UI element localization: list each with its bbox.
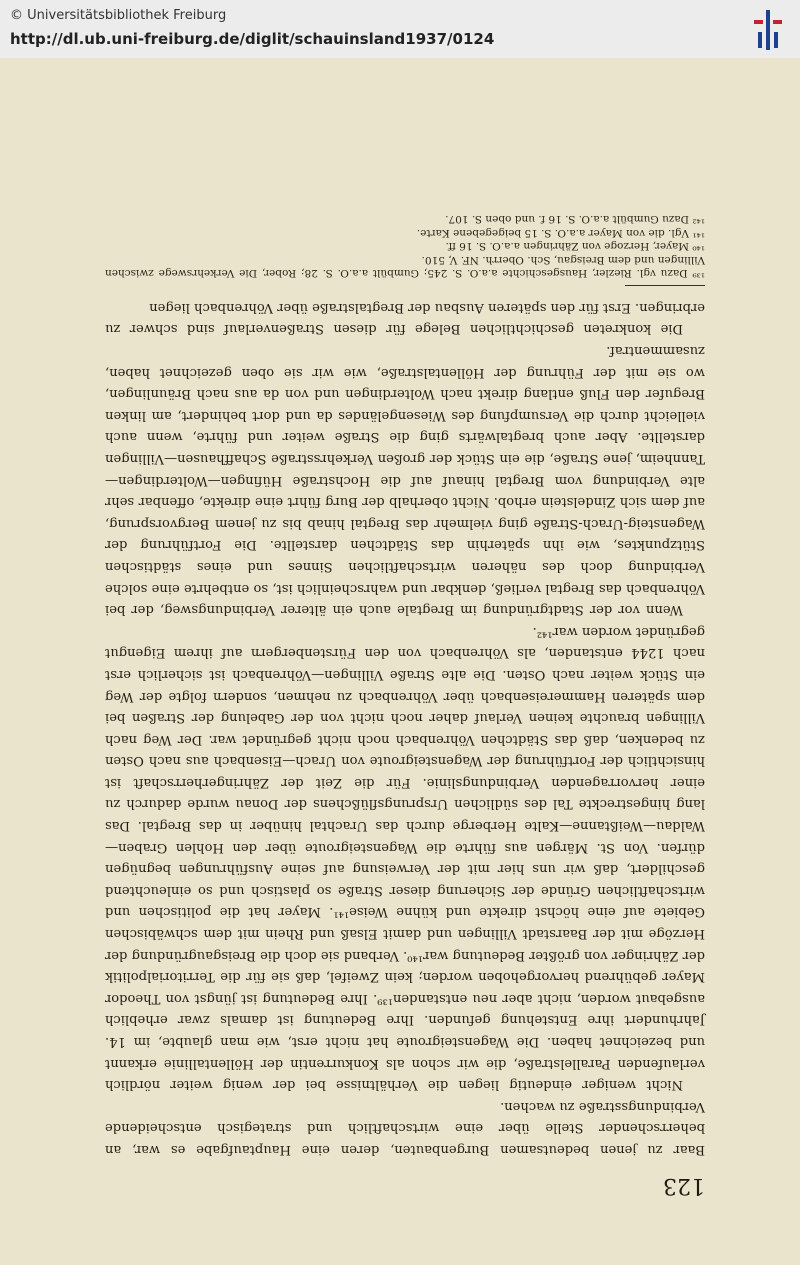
paragraph: Baar zu jenen bedeutsamen Burgenbauten, deren eine Hauptaufgabe es war, an beherrschender Stelle über eine wirtschaftlich und strategisch entscheidende Verbindungsstraße zu wachen. xyxy=(105,1098,705,1157)
footnote: ¹⁴¹ Vgl. die von Mayer a.a.O. S. 15 beigegebene Karte. xyxy=(416,226,705,239)
copyright-text: © Universitätsbibliothek Freiburg xyxy=(10,8,227,23)
paragraph: Die konkreten geschichtlichen Belege für diesen Straßenverlauf sind schwer zu erbringen. Erst für den späteren Ausbau der Bregtalstraße über Vöhrenbach liegen xyxy=(105,299,705,337)
page-url[interactable]: http://dl.ub.uni-freiburg.de/diglit/schauinsland1937/0124 xyxy=(10,30,495,48)
university-logo-icon xyxy=(750,8,786,52)
paragraph: Wenn vor der Stadtgründung im Bregtale auch ein älterer Verbindungsweg, der bei Vöhrenbach das Bregtal verließ, denkbar und wahrscheinlich ist, so entbehrte eine solche Verbindung doch des näheren wirtschaftlichen Sinnes und eines städtischen Stützpunktes, wie ihn späterhin das Städtchen darstellte. Die Fortführung der Wagensteig-Urach-Straße ging vielmehr das Bregtal hinab bis zu jenem Bergvorsprung, auf dem sich Zindelstein erhob. Nicht oberhalb der Burg führt eine direkte, offenbar sehr alte Verbindung vom Bregtal hinauf auf die Hochstraße Hüfingen—Wolterdingen—Tannheim, jene Straße, die ein Stück der großen Verkehrsstraße Schaffhausen—Villingen darstellte. Aber auch bregtalwärts ging die Straße weiter und führte, wenn auch vielleicht durch die Versumpfung des Wiesengeländes da und dort behindert, am linken Bregufer den Fluß entlang direkt nach Wolterdingen und von da aus nach Bräunlingen, wo sie mit der Führung der Höllentalstraße, wie wir sie oben gezeichnet haben, zusammentraf. xyxy=(105,343,705,618)
footnotes xyxy=(105,212,705,280)
body-text xyxy=(105,212,705,1160)
footnote: ¹⁴⁰ Mayer, Herzoge von Zähringen a.a.O. S. 16 ff. xyxy=(445,240,705,253)
paragraph: Nicht weniger eindeutig liegen die Verhältnisse bei der wenig weiter nördlich verlaufenden Parallelstraße, die wir schon als Konkurrentin der Höllentallinie erkannt und bezeichnet haben. Die Wagensteigroute hat nicht erst, wie man glaubte, im 14. Jahrhundert ihre Entstehung gefunden. Ihre Bedeutung ist damals zwar erheblich ausgebaut worden, nicht aber neu entstanden¹³⁹. Ihre Bedeutung ist jüngst von Theodor Mayer gebührend hervorgehoben worden; kein Zweifel, daß sie für die Territorialpolitik der Zähringer von größter Bedeutung war¹⁴⁰. Verband sie doch die Breisgaugründung der Herzöge mit der Baarstadt Villingen und damit Elsaß und Rhein mit dem schwäbischen Gebiete auf eine höchst direkte und kühne Weise¹⁴¹. Mayer hat die politischen und wirtschaftlichen Gründe der Sicherung dieser Straße so plastisch und so einleuchtend geschildert, daß wir uns hier mit der Verweisung auf seine Ausführungen begnügen dürfen. Von St. Märgen aus führte die Wagensteigroute über den Hohlen Graben—Waldau—Weißtanne—Kalte Herberge durch das Urachtal hinüber in das Bregtal. Das lang hingestreckte Tal des südlichen Ursprungsflüßchens der Donau wurde dadurch zu einer hervorragenden Verbindungslinie. Für die Zeit der Zähringerherrschaft ist hinsichtlich der Fortführung der Wagensteigroute von Urach—Eisenbach aus nach Osten zu bedenken, daß das Städtchen Vöhrenbach noch nicht gegründet war. Der Weg nach Villingen brauchte keinen Verlauf daher noch nicht von der Gabelung der Straßen bei dem späteren Hammereisenbach über Vöhrenbach zu nehmen, sondern folgte der Weg ein Stück weiter nach Osten. Die alte Straße Villingen—Vöhrenbach ist sicherlich erst nach 1244 entstanden, als Vöhrenbach von den Fürstenbergern auf ihrem Eigengut gegründet worden war¹⁴². xyxy=(105,623,705,1093)
footnote: ¹³⁹ Dazu vgl. Riezler, Hausgeschichte a.a.O. S. 245; Gumbült a.a.O. S. 28; Rober, Die Verkehrswege zwischen Villingen und dem Breisgau, Sch. Oberrh. NF. V, 510. xyxy=(105,253,705,280)
footnote: ¹⁴² Dazu Gumbült a.a.O. S. 16 f. und oben S. 107. xyxy=(445,213,705,226)
header-bar xyxy=(0,0,800,58)
page-content xyxy=(105,178,705,1198)
page-number: 123 xyxy=(663,1173,705,1198)
scanned-page xyxy=(0,58,800,1265)
footnote-divider xyxy=(625,285,705,286)
